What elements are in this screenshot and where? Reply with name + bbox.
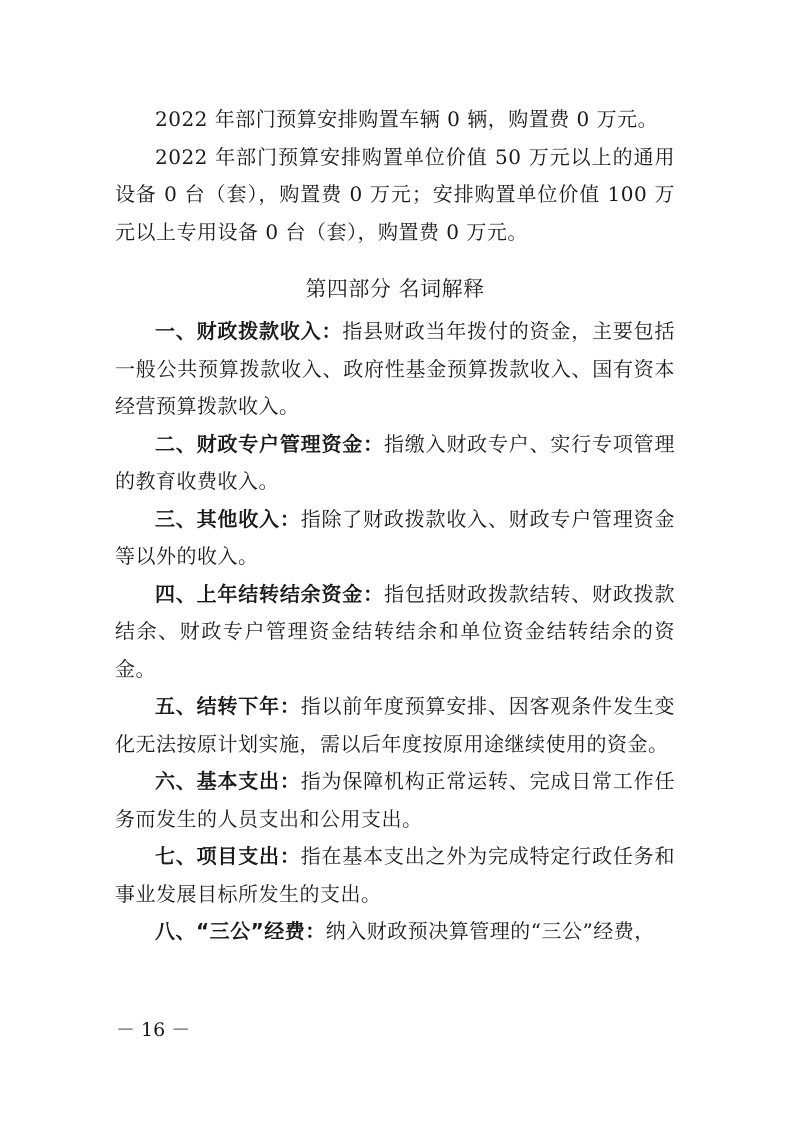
definition-term: 七、项目支出： [155, 844, 301, 868]
definition-term: 三、其他收入： [155, 506, 301, 531]
definition-paragraph [115, 501, 675, 576]
intro-paragraph-equipment: 2022 年部门预算安排购置单位价值 50 万元以上的通用设备 0 台（套），购置费 0 万元；安排购置单位价值 100 万元以上专用设备 0 台（套），购置费 0 万元。 [115, 144, 675, 244]
definition-term: 八、“三公”经费： [155, 919, 326, 943]
definition-paragraph [115, 838, 675, 913]
definition-paragraph [115, 576, 675, 689]
intro-paragraph-vehicles: 2022 年部门预算安排购置车辆 0 辆，购置费 0 万元。 [155, 107, 659, 131]
definition-paragraph [115, 313, 675, 426]
section-title: 第四部分 名词解释 [305, 277, 485, 301]
definition-text: 指县财政当年拨付的资金，主要包括一般公共预算拨款收入、政府性基金预算拨款收入、国有资本经营预算拨款收入。 [115, 319, 675, 418]
definition-text: 指缴入财政专户、实行专项管理的教育收费收入。 [115, 431, 675, 493]
definition-term: 六、基本支出： [155, 769, 301, 793]
definition-text: 指包括财政拨款结转、财政拨款结余、财政专户管理资金结转结余和单位资金结转结余的资金。 [115, 581, 675, 681]
definition-paragraph [115, 688, 675, 763]
definition-text: 指为保障机构正常运转、完成日常工作任务而发生的人员支出和公用支出。 [115, 769, 675, 831]
definition-term: 五、结转下年： [155, 694, 301, 718]
definition-text: 纳入财政预决算管理的“三公”经费， [325, 919, 655, 943]
definition-paragraph [115, 913, 675, 951]
definition-term: 四、上年结转结余资金： [155, 581, 384, 606]
page-number: － 16 － [116, 1019, 191, 1041]
definition-term: 二、财政专户管理资金： [155, 431, 384, 456]
definition-term: 一、财政拨款收入： [155, 319, 343, 343]
definition-paragraph [115, 763, 675, 838]
definition-text: 指以前年度预算安排、因客观条件发生变化无法按原计划实施，需以后年度按原用途继续使用的资金。 [115, 694, 675, 756]
page-content [115, 101, 675, 951]
definition-text: 指除了财政拨款收入、财政专户管理资金等以外的收入。 [115, 506, 675, 568]
definition-paragraph [115, 426, 675, 501]
definition-text: 指在基本支出之外为完成特定行政任务和事业发展目标所发生的支出。 [115, 844, 675, 906]
